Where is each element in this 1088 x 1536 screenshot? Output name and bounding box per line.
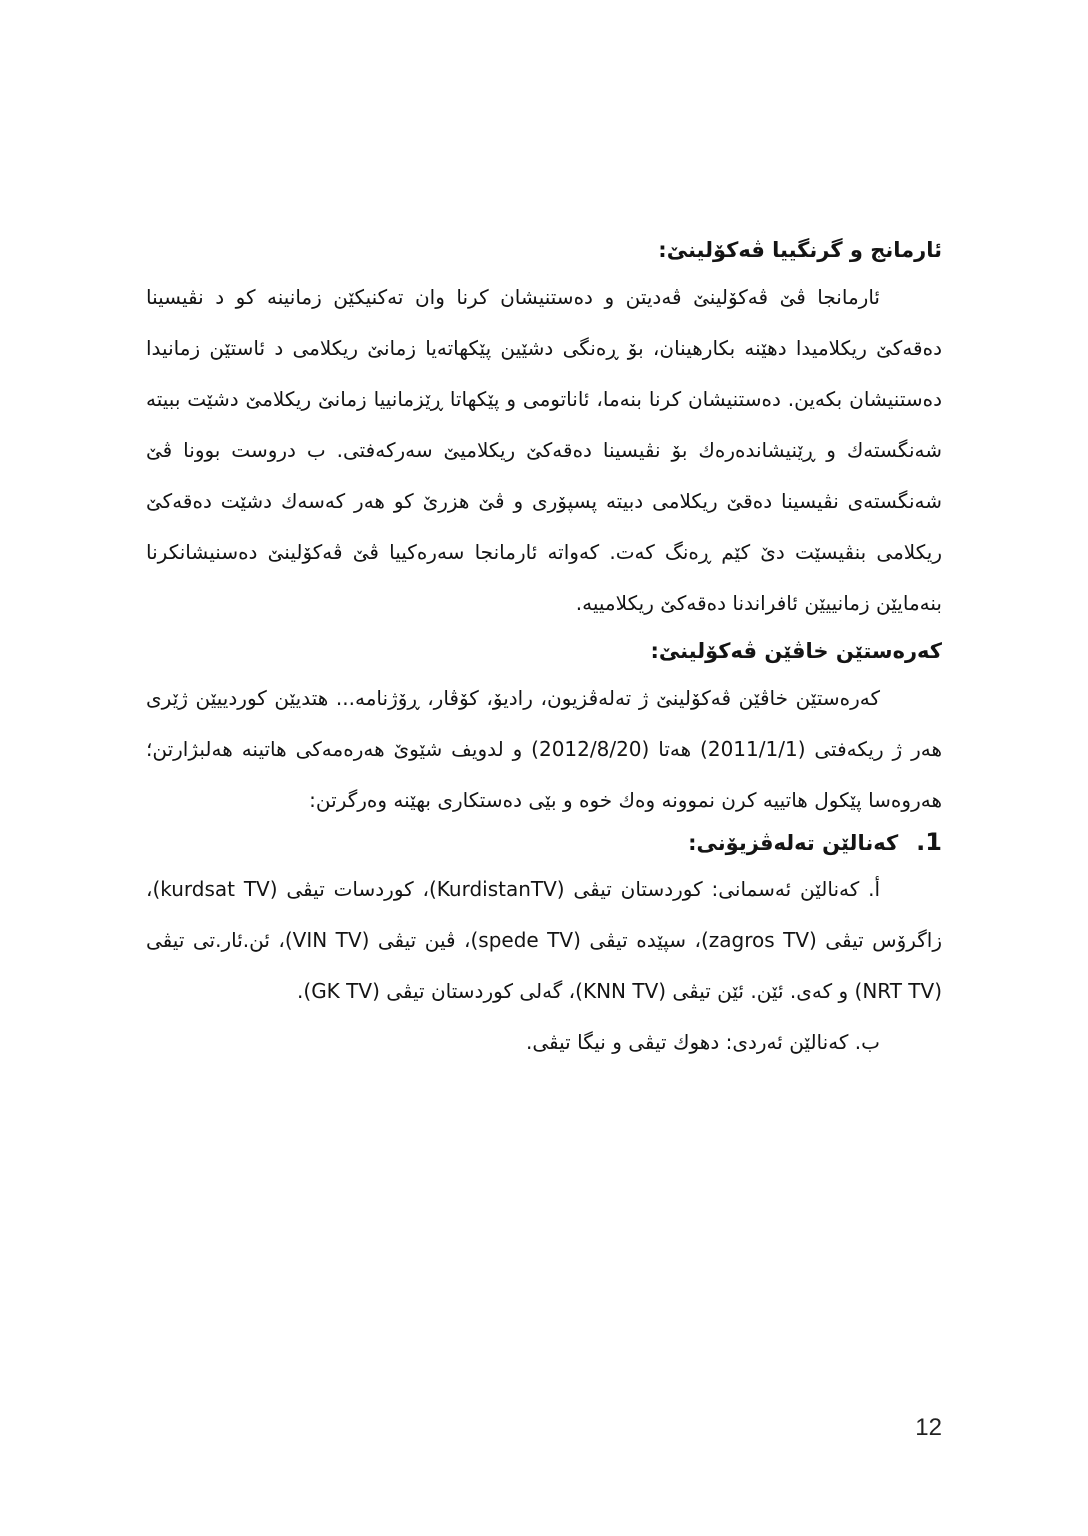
section-heading-materials: كەرەستێن خاڤێن ڤەكۆلینێ: <box>650 639 942 663</box>
subsection-title: كەنالێن تەلەڤزیۆنی: <box>688 831 899 855</box>
page-content <box>146 228 942 1068</box>
list-item-terrestrial-channels: ب. كەنالێن ئەردی: دهوك تیڤی و نیگا تیڤی. <box>526 1030 880 1054</box>
subsection-number: .1 <box>916 828 942 856</box>
subsection-heading <box>146 828 942 856</box>
list-item-satellite-channels: أ. كەنالێن ئەسمانی: كوردستان تیڤی (KurdistanTV)، كوردسات تیڤی (kurdsat TV)، زاگرۆس تیڤی (zagros TV)، سپێدە تیڤی (spede TV)، ڤین تیڤی (VIN TV)، ئن.ئار.تی تیڤی (NRT TV) و كەی. ئێن. ئێن تیڤی (KNN TV)، گەلی كوردستان تیڤی (GK TV). <box>146 877 943 1003</box>
section-heading-objectives: ئارمانج و گرنگییا ڤەكۆلینێ: <box>658 238 942 262</box>
objectives-paragraph: ئارمانجا ڤێ ڤەكۆلینێ ڤەدیتن و دەستنیشان كرنا وان تەكنیكێن زمانینە كو د نڤیسینا دەقەكێ ریكلامیدا دهێنە بكارهینان، بۆ ڕەنگی دشێین پێكهاتەیا زمانێ ریكلامی د ئاستێن زمانیدا دەستنیشان بكەین. دەستنیشان كرنا بنەما، ئاناتومی و پێكهاتا ڕێزمانییا زمانێ ریكلامێ دشێت ببیتە شەنگستەك و ڕێنیشاندەرەك بۆ نڤیسینا دەقەكێ ریكلامیێ سەركەفتی. ب دروست بوونا ڤێ شەنگستەی نڤیسینا دەقێ ریكلامی دبیتە پسپۆری و ڤێ هزرێ كو هەر كەسەك دشێت دەقەكێ ریكلامی بنڤیسێت دێ كێم ڕەنگ كەت. كەواتە ئارمانجا سەرەكییا ڤێ ڤەكۆلینێ دەسنیشانكرنا بنەمایێن زمانییێن ئافراندنا دەقەكێ ریكلامییە. <box>146 285 942 615</box>
materials-paragraph: كەرەستێن خاڤێن ڤەكۆلینێ ژ تەلەڤزیون، رادیۆ، كۆڤار، ڕۆژنامە... هتدیێن كوردییێن ژێری هەر ژ ریكەفتی (2011/1/1) هەتا (2012/8/20) و لدویف شێوێ هەرەمەكی هاتینە هەلبژارتن؛ هەروەسا پێكول هاتییە كرن نموونە وەك خوە و بێی دەستكاری بهێنە وەرگرتن: <box>146 686 943 812</box>
page-number: 12 <box>915 1414 942 1441</box>
